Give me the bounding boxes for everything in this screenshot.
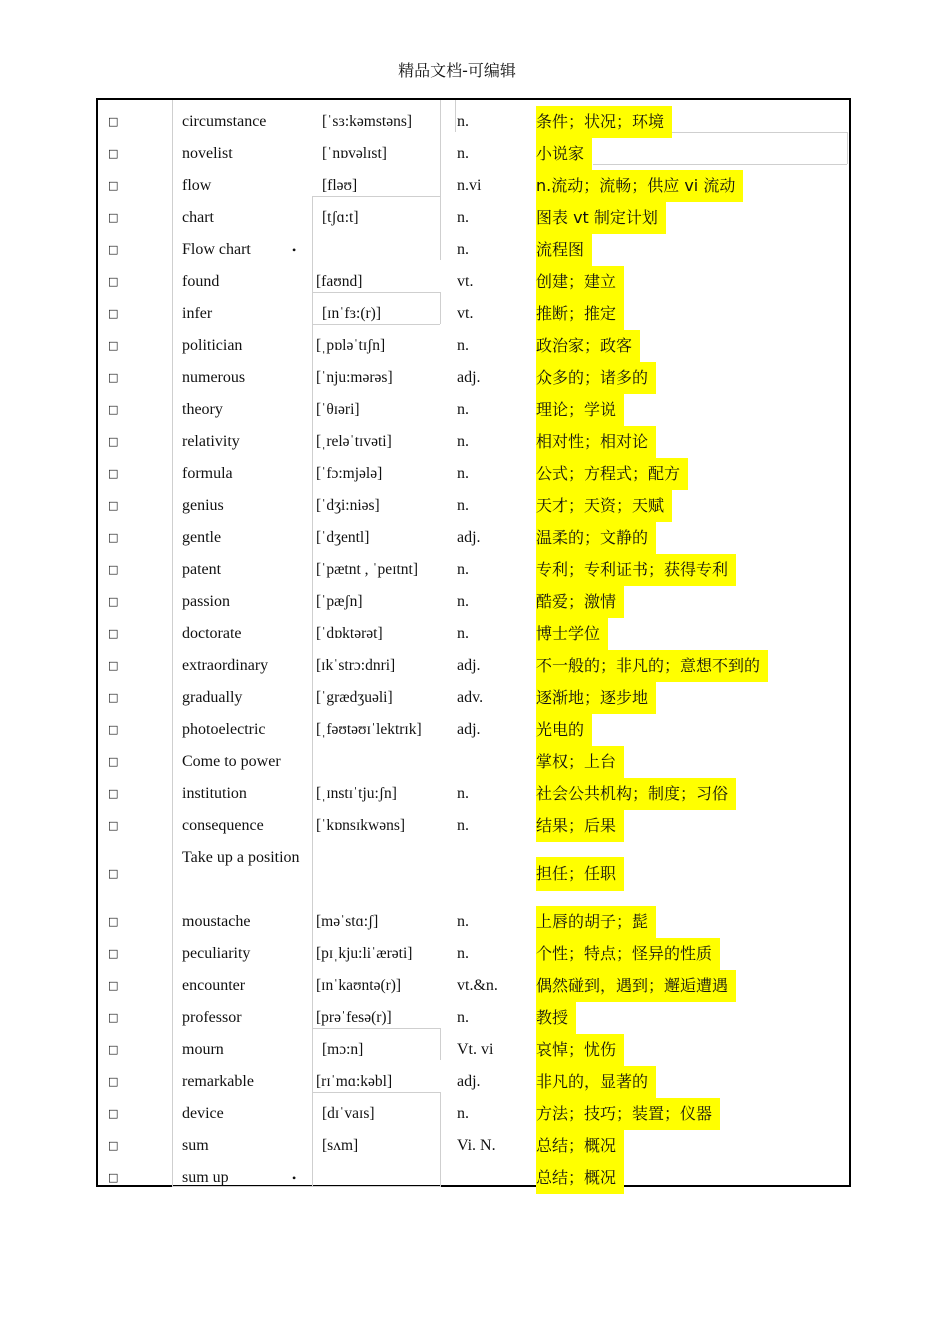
word-cell: extraordinary (182, 657, 269, 674)
checkbox-icon[interactable]: □ (108, 211, 119, 224)
word-cell: device (182, 1105, 224, 1122)
checkbox-icon[interactable]: □ (108, 275, 119, 288)
part-of-speech-cell: n. (457, 1105, 469, 1122)
part-of-speech-cell: n. (457, 337, 469, 354)
table-row (98, 1162, 851, 1194)
table-row (98, 490, 851, 522)
phonetic-cell: [faʊnd] (316, 273, 363, 290)
checkbox-icon[interactable]: □ (108, 563, 119, 576)
bullet-icon: • (292, 243, 297, 257)
table-row (98, 394, 851, 426)
checkbox-icon[interactable]: □ (108, 1075, 119, 1088)
word-cell: remarkable (182, 1073, 254, 1090)
phonetic-cell: [ˈpætnt , ˈpeɪtnt] (316, 561, 419, 578)
checkbox-icon[interactable]: □ (108, 1011, 119, 1024)
checkbox-icon[interactable]: □ (108, 659, 119, 672)
phonetic-cell: [tʃɑ:t] (322, 209, 359, 226)
part-of-speech-cell: n. (457, 785, 469, 802)
word-cell: sum (182, 1137, 209, 1154)
part-of-speech-cell: adj. (457, 657, 481, 674)
phonetic-cell: [məˈstɑ:ʃ] (316, 913, 379, 930)
phonetic-cell: [fləʊ] (322, 177, 358, 194)
part-of-speech-cell: adj. (457, 721, 481, 738)
checkbox-icon[interactable]: □ (108, 595, 119, 608)
table-row (98, 234, 851, 266)
meaning-cell: 专利；专利证书；获得专利 (536, 554, 736, 586)
part-of-speech-cell: adv. (457, 689, 484, 706)
word-cell: formula (182, 465, 233, 482)
checkbox-icon[interactable]: □ (108, 179, 119, 192)
part-of-speech-cell: n. (457, 465, 469, 482)
table-row (98, 970, 851, 1002)
word-cell: peculiarity (182, 945, 251, 962)
meaning-cell: 小说家 (536, 138, 592, 170)
part-of-speech-cell: n. (457, 433, 469, 450)
checkbox-icon[interactable]: □ (108, 307, 119, 320)
checkbox-icon[interactable]: □ (108, 787, 119, 800)
part-of-speech-cell: n. (457, 113, 469, 130)
checkbox-icon[interactable]: □ (108, 819, 119, 832)
phonetic-cell: [ˈnɒvəlɪst] (322, 145, 387, 162)
meaning-cell: 非凡的，显著的 (536, 1066, 656, 1098)
meaning-cell: 掌权；上台 (536, 746, 624, 778)
word-cell: numerous (182, 369, 246, 386)
word-cell: flow (182, 177, 212, 194)
meaning-cell: 温柔的；文静的 (536, 522, 656, 554)
checkbox-icon[interactable]: □ (108, 339, 119, 352)
checkbox-icon[interactable]: □ (108, 371, 119, 384)
table-row (98, 138, 851, 170)
meaning-cell: 结果；后果 (536, 810, 624, 842)
table-row (98, 714, 851, 746)
phonetic-cell: [prəˈfesə(r)] (316, 1009, 392, 1026)
meaning-cell: 总结；概况 (536, 1130, 624, 1162)
table-row (98, 1130, 851, 1162)
table-row (98, 842, 851, 906)
meaning-cell: 天才；天资；天赋 (536, 490, 672, 522)
table-row (98, 1066, 851, 1098)
meaning-cell: 创建；建立 (536, 266, 624, 298)
part-of-speech-cell: Vi. N. (457, 1137, 496, 1154)
table-row (98, 1098, 851, 1130)
phonetic-cell: [ˈpæʃn] (316, 593, 363, 610)
word-cell: moustache (182, 913, 251, 930)
phonetic-cell: [ˌfəʊtəʊɪˈlektrɪk] (316, 721, 422, 738)
part-of-speech-cell: n. (457, 817, 469, 834)
table-row (98, 1002, 851, 1034)
checkbox-icon[interactable]: □ (108, 147, 119, 160)
word-cell: photoelectric (182, 721, 266, 738)
word-cell: passion (182, 593, 230, 610)
part-of-speech-cell: n. (457, 209, 469, 226)
phonetic-cell: [pɪˌkju:liˈærəti] (316, 945, 413, 962)
word-cell: Flow chart (182, 241, 251, 258)
table-row (98, 426, 851, 458)
part-of-speech-cell: adj. (457, 529, 481, 546)
word-cell: chart (182, 209, 214, 226)
checkbox-icon[interactable]: □ (108, 915, 119, 928)
vocabulary-table (96, 98, 851, 1187)
checkbox-icon[interactable]: □ (108, 243, 119, 256)
word-cell: encounter (182, 977, 246, 994)
part-of-speech-cell: n. (457, 497, 469, 514)
part-of-speech-cell: vt. (457, 273, 474, 290)
phonetic-cell: [mɔ:n] (322, 1041, 364, 1058)
word-cell: relativity (182, 433, 240, 450)
word-cell: professor (182, 1009, 242, 1026)
checkbox-icon[interactable]: □ (108, 1043, 119, 1056)
meaning-cell: 偶然碰到，遇到；邂逅遭遇 (536, 970, 736, 1002)
part-of-speech-cell: vt. (457, 305, 474, 322)
meaning-cell: 相对性；相对论 (536, 426, 656, 458)
checkbox-icon[interactable]: □ (108, 499, 119, 512)
table-row (98, 938, 851, 970)
table-row (98, 298, 851, 330)
table-row (98, 746, 851, 778)
meaning-cell: 理论；学说 (536, 394, 624, 426)
phonetic-cell: [ˌreləˈtɪvəti] (316, 433, 392, 450)
phonetic-cell: [ˈnju:mərəs] (316, 369, 393, 386)
meaning-cell: 推断；推定 (536, 298, 624, 330)
part-of-speech-cell: vt.&n. (457, 977, 498, 994)
checkbox-icon[interactable]: □ (108, 435, 119, 448)
checkbox-icon[interactable]: □ (108, 723, 119, 736)
meaning-cell: n.流动；流畅；供应 vi 流动 (536, 170, 743, 202)
page-header-title: 精品文档-可编辑 (398, 61, 516, 80)
word-cell: found (182, 273, 220, 290)
part-of-speech-cell: n.vi (457, 177, 482, 194)
meaning-cell: 方法；技巧；装置；仪器 (536, 1098, 720, 1130)
word-cell: theory (182, 401, 223, 418)
phonetic-cell: [ˈdɒktərət] (316, 625, 383, 642)
checkbox-icon[interactable]: □ (108, 1171, 119, 1184)
checkbox-icon[interactable]: □ (108, 947, 119, 960)
table-row (98, 170, 851, 202)
meaning-cell: 流程图 (536, 234, 592, 266)
meaning-cell: 逐渐地；逐步地 (536, 682, 656, 714)
word-cell: doctorate (182, 625, 242, 642)
table-row (98, 202, 851, 234)
table-row (98, 330, 851, 362)
phonetic-cell: [ˈgrædʒuəli] (316, 689, 393, 706)
word-cell: novelist (182, 145, 233, 162)
phonetic-cell: [ɪnˈfɜ:(r)] (322, 305, 382, 322)
phonetic-cell: [ɪnˈkaʊntə(r)] (316, 977, 402, 994)
checkbox-icon[interactable]: □ (108, 691, 119, 704)
part-of-speech-cell: adj. (457, 369, 481, 386)
part-of-speech-cell: adj. (457, 1073, 481, 1090)
checkbox-icon[interactable]: □ (108, 979, 119, 992)
table-row (98, 266, 851, 298)
meaning-cell: 政治家；政客 (536, 330, 640, 362)
meaning-cell: 光电的 (536, 714, 592, 746)
table-row (98, 458, 851, 490)
meaning-cell: 图表 vt 制定计划 (536, 202, 666, 234)
part-of-speech-cell: Vt. vi (457, 1041, 494, 1058)
word-cell: institution (182, 785, 247, 802)
meaning-cell: 酷爱；激情 (536, 586, 624, 618)
phonetic-cell: [ɪkˈstrɔ:dnri] (316, 657, 396, 674)
checkbox-icon[interactable]: □ (108, 531, 119, 544)
word-cell: Take up a position (182, 849, 300, 866)
checkbox-icon[interactable]: □ (108, 115, 119, 128)
part-of-speech-cell: n. (457, 625, 469, 642)
table-row (98, 586, 851, 618)
table-row (98, 522, 851, 554)
meaning-cell: 公式；方程式；配方 (536, 458, 688, 490)
meaning-cell: 众多的；诸多的 (536, 362, 656, 394)
part-of-speech-cell: n. (457, 145, 469, 162)
checkbox-icon[interactable]: □ (108, 755, 119, 768)
phonetic-cell: [ˌpɒləˈtɪʃn] (316, 337, 386, 354)
phonetic-cell: [ˈfɔ:mjələ] (316, 465, 383, 482)
word-cell: genius (182, 497, 224, 514)
phonetic-cell: [ˈθɪəri] (316, 401, 360, 418)
meaning-cell: 不一般的；非凡的；意想不到的 (536, 650, 768, 682)
table-row (98, 906, 851, 938)
word-cell: mourn (182, 1041, 224, 1058)
bullet-icon: • (292, 1171, 297, 1185)
word-cell: patent (182, 561, 222, 578)
checkbox-icon[interactable]: □ (108, 627, 119, 640)
meaning-cell: 社会公共机构；制度；习俗 (536, 778, 736, 810)
table-row (98, 650, 851, 682)
meaning-cell: 哀悼；忧伤 (536, 1034, 624, 1066)
table-row (98, 554, 851, 586)
part-of-speech-cell: n. (457, 561, 469, 578)
part-of-speech-cell: n. (457, 241, 469, 258)
table-row (98, 682, 851, 714)
meaning-cell: 教授 (536, 1002, 576, 1034)
table-row (98, 1034, 851, 1066)
part-of-speech-cell: n. (457, 913, 469, 930)
word-cell: Come to power (182, 753, 281, 770)
meaning-cell: 担任；任职 (536, 857, 624, 891)
phonetic-cell: [dɪˈvaɪs] (322, 1105, 375, 1122)
table-row (98, 778, 851, 810)
part-of-speech-cell: n. (457, 593, 469, 610)
word-cell: politician (182, 337, 243, 354)
meaning-cell: 博士学位 (536, 618, 608, 650)
part-of-speech-cell: n. (457, 401, 469, 418)
table-row (98, 106, 851, 138)
checkbox-icon[interactable]: □ (108, 1139, 119, 1152)
phonetic-cell: [ˌɪnstɪˈtju:ʃn] (316, 785, 397, 802)
word-cell: gentle (182, 529, 222, 546)
table-row (98, 618, 851, 650)
word-cell: infer (182, 305, 213, 322)
meaning-cell: 上唇的胡子；髭 (536, 906, 656, 938)
phonetic-cell: [ˈdʒentl] (316, 529, 370, 546)
phonetic-cell: [rɪˈmɑ:kəbl] (316, 1073, 393, 1090)
checkbox-icon[interactable]: □ (108, 467, 119, 480)
word-cell: consequence (182, 817, 264, 834)
phonetic-cell: [ˈsɜ:kəmstəns] (322, 113, 413, 130)
checkbox-icon[interactable]: □ (108, 1107, 119, 1120)
part-of-speech-cell: n. (457, 945, 469, 962)
part-of-speech-cell: n. (457, 1009, 469, 1026)
meaning-cell: 个性；特点；怪异的性质 (536, 938, 720, 970)
checkbox-icon[interactable]: □ (108, 867, 119, 880)
table-row (98, 362, 851, 394)
word-cell: gradually (182, 689, 243, 706)
meaning-cell: 总结；概况 (536, 1162, 624, 1194)
checkbox-icon[interactable]: □ (108, 403, 119, 416)
phonetic-cell: [ˈkɒnsɪkwəns] (316, 817, 406, 834)
word-cell: circumstance (182, 113, 267, 130)
phonetic-cell: [sʌm] (322, 1137, 359, 1154)
word-cell: sum up (182, 1169, 229, 1186)
phonetic-cell: [ˈdʒi:niəs] (316, 497, 380, 514)
meaning-cell: 条件；状况；环境 (536, 106, 672, 138)
table-row (98, 810, 851, 842)
